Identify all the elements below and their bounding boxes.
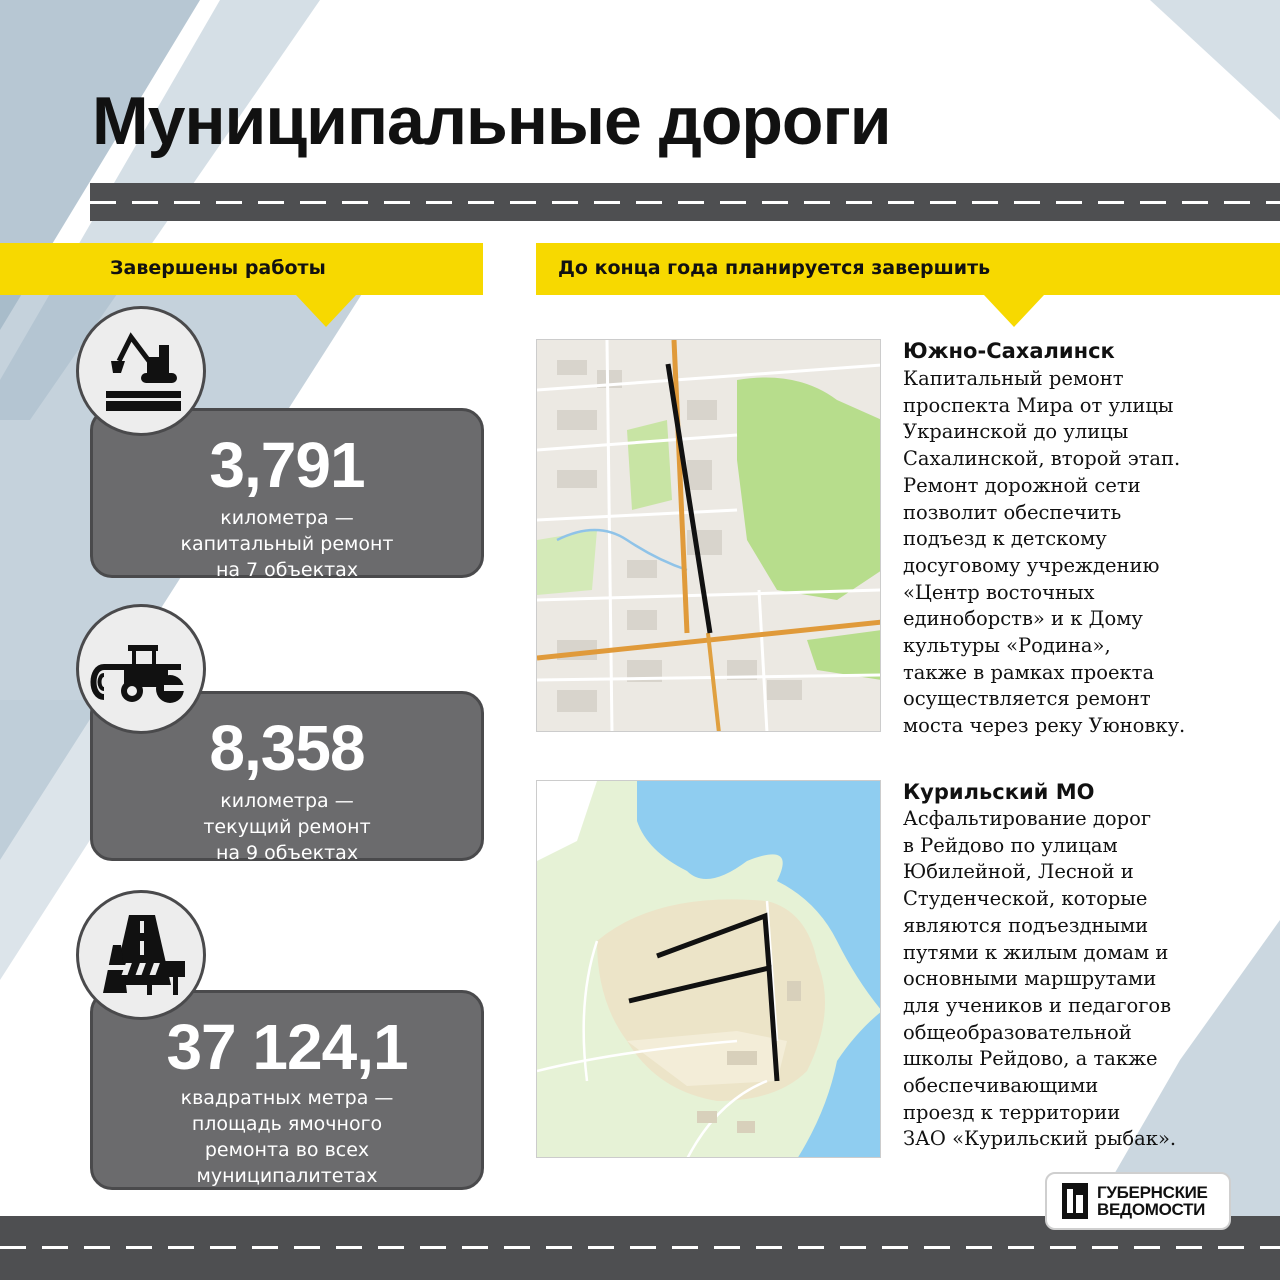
logo-line-1: ГУБЕРНСКИЕ (1097, 1183, 1208, 1202)
map-yuzhno-sakhalinsk (536, 339, 881, 732)
planned-banner-pointer (984, 295, 1044, 327)
publisher-logo (1045, 1172, 1231, 1230)
project-title-yuzhno: Южно-Сахалинск (903, 339, 1115, 363)
road-roller-icon (76, 604, 206, 734)
completed-banner-label: Завершены работы (110, 257, 326, 279)
map-kurilsky (536, 780, 881, 1158)
stat-value: 8,358 (209, 712, 365, 784)
stat-caption: километра — капитальный ремонт на 7 объектах (180, 507, 394, 581)
project-body-yuzhno: Капитальный ремонт проспекта Мира от улицы Украинской до улицы Сахалинской, второй этап. Ремонт дорожной сети позволит обеспечить подъезд к детскому досуговому учреждению «Центр восточных единоборств» и к Дому культуры «Родина», также в рамках проекта осуществляется ремонт моста через реку Уюновку. (903, 367, 1186, 738)
project-body-kurilsky: Асфальтирование дорог в Рейдово по улицам Юбилейной, Лесной и Студенческой, которые являются подъездными путями к жилым домам и основными маршрутами для учеников и педагогов общеобразовательной школы Рейдово, а также обеспечивающими проезд к территории ЗАО «Курильский рыбак». (903, 807, 1177, 1151)
logo-mark-icon (1061, 1181, 1091, 1221)
planned-banner (536, 243, 1280, 295)
planned-banner-label: До конца года планируется завершить (558, 257, 991, 279)
excavator-icon (76, 306, 206, 436)
project-title-kurilsky: Курильский МО (903, 780, 1095, 804)
logo-line-2: ВЕДОМОСТИ (1097, 1200, 1206, 1219)
stat-card-pothole-repair (90, 990, 484, 1190)
stat-caption: километра — текущий ремонт на 9 объектах (203, 790, 371, 864)
completed-banner (0, 243, 483, 295)
stat-caption: квадратных метра — площадь ямочного ремонта во всех муниципалитетах (180, 1087, 394, 1187)
completed-banner-pointer (296, 295, 356, 327)
stat-value: 3,791 (209, 429, 365, 501)
road-barrier-icon (76, 890, 206, 1020)
road-divider-top (90, 183, 1280, 221)
stat-value: 37 124,1 (166, 1011, 408, 1083)
page-title: Муниципальные дороги (92, 83, 891, 159)
